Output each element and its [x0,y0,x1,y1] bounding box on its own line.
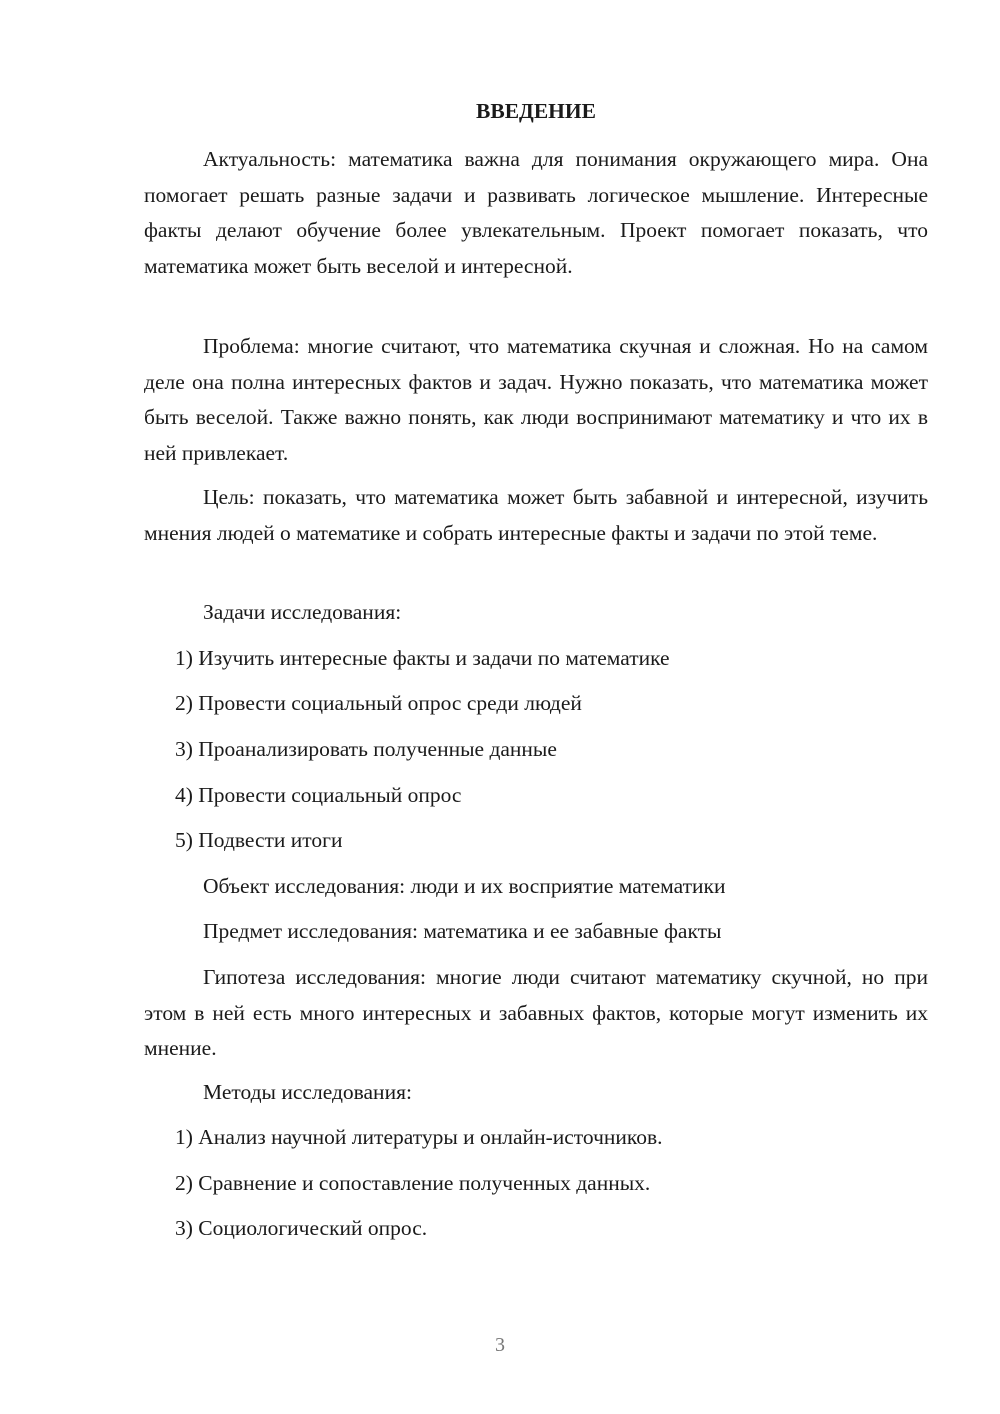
research-object: Объект исследования: люди и их восприятие математики [203,874,726,898]
hypothesis-paragraph: Гипотеза исследования: многие люди считают математику скучной, но при этом в ней есть много интересных и забавных фактов, которые могут изменить их мнение. [144,965,928,1060]
task-item: 1) Изучить интересные факты и задачи по математике [175,646,670,670]
method-item: 2) Сравнение и сопоставление полученных данных. [175,1171,651,1195]
task-item: 4) Провести социальный опрос [175,783,462,807]
tasks-heading: Задачи исследования: [203,600,402,624]
research-subject: Предмет исследования: математика и ее забавные факты [203,919,722,943]
methods-heading: Методы исследования: [203,1080,412,1104]
goal-paragraph: Цель: показать, что математика может быть забавной и интересной, изучить мнения людей о математике и собрать интересные факты и задачи по этой теме. [144,485,928,545]
method-item: 3) Социологический опрос. [175,1216,428,1240]
method-item: 1) Анализ научной литературы и онлайн-источников. [175,1125,663,1149]
task-item: 2) Провести социальный опрос среди людей [175,691,582,715]
page-number: 3 [495,1334,505,1356]
problem-paragraph: Проблема: многие считают, что математика скучная и сложная. Но на самом деле она полна интересных фактов и задач. Нужно показать, что математика может быть веселой. Также важно понять, как люди воспринимают математику и что их в ней привлекает. [144,334,928,465]
document-page [144,0,928,1414]
page-title: ВВЕДЕНИЕ [476,99,596,123]
relevance-paragraph: Актуальность: математика важна для понимания окружающего мира. Она помогает решать разные задачи и развивать логическое мышление. Интересные факты делают обучение более увлекательным. Проект помогает показать, что математика может быть веселой и интересной. [144,147,928,278]
task-item: 3) Проанализировать полученные данные [175,737,557,761]
task-item: 5) Подвести итоги [175,828,343,852]
